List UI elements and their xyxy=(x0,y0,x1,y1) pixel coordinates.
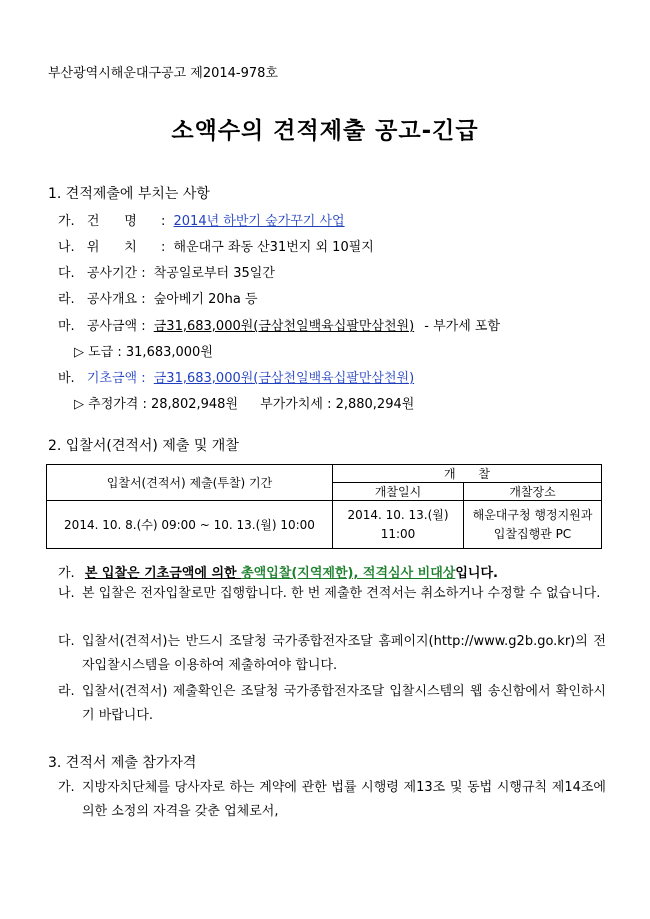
item-label: 공사금액 xyxy=(86,319,138,334)
opening-header: 개 찰 xyxy=(333,465,602,483)
overview-value: 숲아베기 20ha 등 xyxy=(153,292,258,307)
item-sep: : xyxy=(141,319,146,334)
paragraph-text: 입찰서(견적서)는 반드시 조달청 국가종합전자조달 홈페이지(http://www.g2b.go.kr)의 전자입찰시스템을 이용하여 제출하여야 합니다. xyxy=(82,634,606,673)
item-period xyxy=(58,262,275,281)
open-place-dept: 해운대구청 행정지원과 xyxy=(472,507,593,522)
eligibility-note xyxy=(58,776,606,824)
notice-number: 부산광역시해운대구공고 제2014-978호 xyxy=(48,66,278,81)
open-place-cell xyxy=(464,501,602,549)
item-label: 건 명 xyxy=(86,214,137,229)
schedule-table xyxy=(46,464,602,549)
item-overview xyxy=(58,288,258,307)
bid-type-highlight: 총액입찰(지역제한), 적격심사 비대상 xyxy=(241,566,456,581)
open-date: 2014. 10. 13.(월) xyxy=(347,507,449,522)
item-label: 위 치 xyxy=(86,240,137,255)
item-sep: : xyxy=(160,214,166,229)
estimated-price-subline xyxy=(74,393,414,412)
item-label: 공사개요 xyxy=(86,292,138,307)
item-marker: 라. xyxy=(58,684,75,699)
item-marker: 라. xyxy=(58,292,75,307)
item-sep: : xyxy=(141,266,146,281)
paragraph-text: 입찰서(견적서) 제출확인은 조달청 국가종합전자조달 입찰시스템의 웹 송신함에서 확인하시기 바랍니다. xyxy=(82,684,606,723)
amount-contract-subline: ▷ 도급 : 31,683,000원 xyxy=(74,345,213,360)
vat-amount: 부가가치세 : 2,880,294원 xyxy=(260,397,415,412)
item-marker: 다. xyxy=(58,634,75,649)
paragraph-text: 본 입찰은 전자입찰로만 집행합니다. 한 번 제출한 견적서는 취소하거나 수정할 수 없습니다. xyxy=(82,586,601,601)
submission-period: 2014. 10. 8.(수) 09:00 ~ 10. 13.(월) 10:00 xyxy=(47,501,333,549)
item-project-name xyxy=(58,210,345,229)
period-header: 입찰서(견적서) 제출(투찰) 기간 xyxy=(47,465,333,501)
item-marker: 가. xyxy=(58,214,75,229)
item-amount xyxy=(58,315,500,334)
section1-heading: 1. 견적제출에 부치는 사항 xyxy=(48,186,210,202)
item-marker: 나. xyxy=(58,586,75,601)
section2-heading: 2. 입찰서(견적서) 제출 및 개찰 xyxy=(48,438,239,454)
bid-type-text-1: 본 입찰은 기초금액에 의한 xyxy=(84,566,242,581)
electronic-bid-note xyxy=(58,582,606,606)
project-name-link[interactable]: 2014년 하반기 숲가꾸기 사업 xyxy=(173,214,345,229)
item-label: 기초금액 xyxy=(86,371,138,386)
page-title: 소액수의 견적제출 공고-긴급 xyxy=(171,118,479,144)
item-marker: 바. xyxy=(58,371,75,386)
submission-confirm-note xyxy=(58,680,606,728)
item-sep: : xyxy=(160,240,166,255)
item-sep: : xyxy=(141,292,146,307)
amount-value: 금31,683,000원(금삼천일백육십팔만삼천원) xyxy=(153,319,415,334)
bid-type-note xyxy=(58,562,498,581)
item-base-amount xyxy=(58,367,414,386)
estimated-price: ▷ 추정가격 : 28,802,948원 xyxy=(74,397,238,412)
base-amount-value: 금31,683,000원(금삼천일백육십팔만삼천원) xyxy=(153,371,415,386)
location-value: 해운대구 좌동 산31번지 외 10필지 xyxy=(173,240,374,255)
amount-suffix: - 부가세 포함 xyxy=(424,319,501,334)
item-label: 공사기간 xyxy=(86,266,138,281)
paragraph-text: 지방자치단체를 당사자로 하는 계약에 관한 법률 시행령 제13조 및 동법 시행규칙 제14조에 의한 소정의 자격을 갖춘 업체로서, xyxy=(82,780,606,819)
open-date-cell xyxy=(333,501,464,549)
item-marker: 마. xyxy=(58,319,75,334)
item-location xyxy=(58,236,374,255)
item-marker: 나. xyxy=(58,240,75,255)
item-marker: 가. xyxy=(58,566,75,581)
open-place-header: 개찰장소 xyxy=(464,483,602,501)
open-time: 11:00 xyxy=(380,526,416,541)
item-marker: 가. xyxy=(58,780,75,795)
section3-heading: 3. 견적서 제출 참가자격 xyxy=(48,755,197,771)
g2b-submission-note xyxy=(58,630,606,678)
period-value: 착공일로부터 35일간 xyxy=(153,266,275,281)
item-sep: : xyxy=(141,371,146,386)
item-marker: 다. xyxy=(58,266,75,281)
bid-type-text-2: 입니다. xyxy=(455,566,498,581)
open-date-header: 개찰일시 xyxy=(333,483,464,501)
open-place-pc: 입찰집행관 PC xyxy=(493,526,572,541)
